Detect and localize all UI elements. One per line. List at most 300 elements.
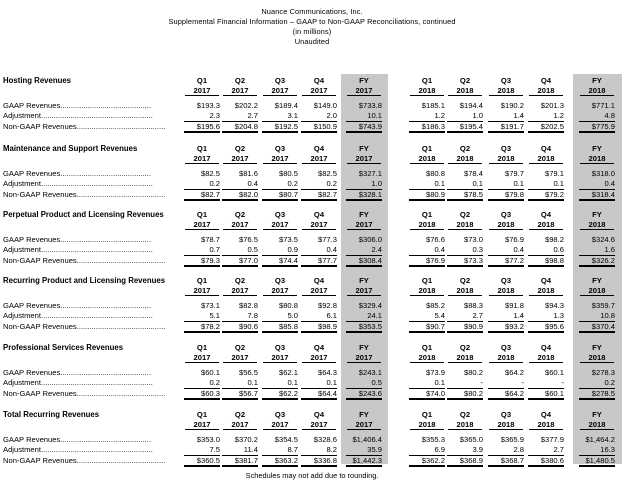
table-cell: $79.2 xyxy=(544,190,564,199)
table-cell: $80.5 xyxy=(278,169,298,178)
table-cell: 0.5 xyxy=(247,245,258,254)
column-header-year: 2017 xyxy=(185,154,219,164)
table-cell: $60.3 xyxy=(200,389,220,398)
column-header-year: 2017 xyxy=(185,353,219,363)
total-double-rule xyxy=(346,190,382,201)
section-title: Perpetual Product and Licensing Revenues xyxy=(3,210,164,219)
table-cell: $76.6 xyxy=(425,235,445,244)
column-header-period: Q4 xyxy=(540,276,552,285)
table-cell: - xyxy=(561,378,564,387)
table-cell: 7.8 xyxy=(247,311,258,320)
column-header-period: Q4 xyxy=(540,410,552,419)
column-header-year: 2018 xyxy=(529,420,563,430)
subtotal-rule xyxy=(579,378,615,389)
total-double-rule xyxy=(346,322,382,333)
column-header-period: FY xyxy=(359,410,369,419)
total-double-rule xyxy=(301,122,337,133)
table-cell: $308.4 xyxy=(358,256,382,265)
subtotal-rule xyxy=(488,111,524,122)
table-cell: $80.2 xyxy=(463,368,483,377)
total-double-rule xyxy=(447,456,483,467)
subtotal-rule xyxy=(528,311,564,322)
table-cell: $189.4 xyxy=(274,101,298,110)
table-cell: $64.4 xyxy=(317,389,337,398)
table-cell: 0.4 xyxy=(326,245,337,254)
table-cell: $190.2 xyxy=(500,101,524,110)
column-header-period: Q2 xyxy=(459,276,471,285)
column-header-year: 2018 xyxy=(410,286,444,296)
table-cell: $62.2 xyxy=(278,389,298,398)
column-header-period: Q2 xyxy=(459,76,471,85)
total-double-rule xyxy=(447,322,483,333)
table-cell: 1.4 xyxy=(513,111,524,120)
subtotal-rule xyxy=(184,245,220,256)
total-double-rule xyxy=(184,389,220,400)
table-cell: $64.2 xyxy=(504,389,524,398)
subtotal-rule xyxy=(262,378,298,389)
table-cell: $326.2 xyxy=(591,256,615,265)
subtotal-rule xyxy=(409,445,445,456)
table-cell: 6.9 xyxy=(434,445,445,454)
subtotal-rule xyxy=(346,445,382,456)
table-cell: $365.0 xyxy=(459,435,483,444)
table-cell: $318.4 xyxy=(591,190,615,199)
row-label: Non-GAAP Revenues.......................................... xyxy=(3,190,166,199)
table-cell: 5.0 xyxy=(287,311,298,320)
table-cell: $85.8 xyxy=(278,322,298,331)
total-double-rule xyxy=(301,322,337,333)
column-header-period: Q4 xyxy=(313,410,325,419)
row-label: Non-GAAP Revenues.......................................... xyxy=(3,322,166,331)
column-header-year: 2017 xyxy=(263,420,297,430)
table-cell: 1.0 xyxy=(371,179,382,188)
table-cell: $78.7 xyxy=(200,235,220,244)
table-cell: 0.4 xyxy=(604,179,615,188)
column-header-year: 2017 xyxy=(185,86,219,96)
table-cell: $80.7 xyxy=(278,190,298,199)
table-cell: 2.4 xyxy=(371,245,382,254)
table-section xyxy=(0,341,624,407)
subtotal-rule xyxy=(447,179,483,190)
subtotal-rule xyxy=(528,445,564,456)
table-cell: 2.0 xyxy=(326,111,337,120)
table-cell: $362.2 xyxy=(421,456,445,465)
table-cell: $81.6 xyxy=(238,169,258,178)
column-header-period: Q2 xyxy=(234,343,246,352)
table-cell: $90.7 xyxy=(425,322,445,331)
column-header-period: Q4 xyxy=(313,144,325,153)
table-cell: 2.8 xyxy=(513,445,524,454)
column-header-period: Q3 xyxy=(500,76,512,85)
table-cell: 2.7 xyxy=(247,111,258,120)
table-cell: $82.0 xyxy=(238,190,258,199)
column-header-year: 2017 xyxy=(263,154,297,164)
column-header-year: 2017 xyxy=(347,86,381,96)
table-cell: $82.8 xyxy=(238,301,258,310)
table-cell: 1.2 xyxy=(434,111,445,120)
total-double-rule xyxy=(579,322,615,333)
column-header-year: 2018 xyxy=(448,154,482,164)
total-double-rule xyxy=(222,122,258,133)
total-double-rule xyxy=(528,322,564,333)
table-cell: 0.1 xyxy=(247,378,258,387)
table-cell: $73.5 xyxy=(278,235,298,244)
table-cell: $76.9 xyxy=(425,256,445,265)
column-header-year: 2018 xyxy=(489,286,523,296)
table-cell: $368.7 xyxy=(500,456,524,465)
subtotal-rule xyxy=(301,111,337,122)
column-header-period: Q3 xyxy=(274,276,286,285)
column-header-year: 2018 xyxy=(580,420,614,430)
table-cell: 16.3 xyxy=(600,445,615,454)
table-section xyxy=(0,74,624,140)
total-double-rule xyxy=(222,322,258,333)
column-header-period: Q1 xyxy=(196,276,208,285)
table-cell: $193.3 xyxy=(196,101,220,110)
column-header-period: Q2 xyxy=(234,210,246,219)
table-cell: $355.3 xyxy=(421,435,445,444)
table-cell: $60.1 xyxy=(200,368,220,377)
column-header-year: 2018 xyxy=(410,220,444,230)
subtotal-rule xyxy=(447,245,483,256)
subtotal-rule xyxy=(488,311,524,322)
column-header-year: 2017 xyxy=(185,286,219,296)
total-double-rule xyxy=(184,322,220,333)
column-header-year: 2017 xyxy=(223,286,257,296)
rounding-note: Schedules may not add due to rounding. xyxy=(245,471,379,480)
total-double-rule xyxy=(528,389,564,400)
column-header-year: 2018 xyxy=(489,86,523,96)
row-label: GAAP Revenues........................................... xyxy=(3,368,151,377)
table-cell: 0.1 xyxy=(513,179,524,188)
column-header-year: 2017 xyxy=(302,420,336,430)
table-cell: $76.5 xyxy=(238,235,258,244)
table-cell: 2.7 xyxy=(553,445,564,454)
subtotal-rule xyxy=(447,445,483,456)
subtotal-rule xyxy=(346,245,382,256)
column-header-year: 2017 xyxy=(223,420,257,430)
table-cell: $82.7 xyxy=(200,190,220,199)
table-cell: $77.7 xyxy=(317,256,337,265)
table-cell: $150.9 xyxy=(313,122,337,131)
row-label: Adjustment..................................................... xyxy=(3,179,153,188)
table-cell: 1.3 xyxy=(553,311,564,320)
table-cell: $60.1 xyxy=(544,368,564,377)
table-cell: 24.1 xyxy=(367,311,382,320)
subtotal-rule xyxy=(346,378,382,389)
table-cell: $98.2 xyxy=(544,235,564,244)
table-cell: $195.4 xyxy=(459,122,483,131)
table-cell: $278.3 xyxy=(591,368,615,377)
table-cell: $775.9 xyxy=(591,122,615,131)
row-label: Non-GAAP Revenues.......................................... xyxy=(3,256,166,265)
table-cell: 2.7 xyxy=(472,311,483,320)
subtotal-rule xyxy=(579,245,615,256)
subtotal-rule xyxy=(262,445,298,456)
section-title: Maintenance and Support Revenues xyxy=(3,144,138,153)
column-header-period: Q3 xyxy=(274,410,286,419)
table-cell: $243.6 xyxy=(358,389,382,398)
section-title: Hosting Revenues xyxy=(3,76,72,85)
table-cell: 10.8 xyxy=(600,311,615,320)
column-header-period: FY xyxy=(592,410,602,419)
table-cell: $77.0 xyxy=(238,256,258,265)
column-header-period: Q1 xyxy=(421,410,433,419)
table-cell: $78.5 xyxy=(463,190,483,199)
table-cell: 1.4 xyxy=(513,311,524,320)
total-double-rule xyxy=(222,256,258,267)
total-double-rule xyxy=(488,389,524,400)
column-header-year: 2018 xyxy=(529,286,563,296)
column-header-period: Q1 xyxy=(421,343,433,352)
table-cell: $80.2 xyxy=(463,389,483,398)
table-cell: 35.9 xyxy=(367,445,382,454)
table-section xyxy=(0,274,624,340)
table-cell: $56.7 xyxy=(238,389,258,398)
table-cell: - xyxy=(521,378,524,387)
subtotal-rule xyxy=(528,179,564,190)
table-cell: $743.9 xyxy=(358,122,382,131)
column-header-year: 2018 xyxy=(580,220,614,230)
table-cell: 0.3 xyxy=(472,245,483,254)
table-cell: 4.8 xyxy=(604,111,615,120)
subtotal-rule xyxy=(447,111,483,122)
column-header-period: Q3 xyxy=(500,210,512,219)
column-header-period: Q3 xyxy=(500,144,512,153)
row-label: Adjustment..................................................... xyxy=(3,245,153,254)
subtotal-rule xyxy=(301,179,337,190)
total-double-rule xyxy=(346,389,382,400)
total-double-rule xyxy=(488,122,524,133)
subtotal-rule xyxy=(528,378,564,389)
column-header-period: Q4 xyxy=(540,210,552,219)
total-double-rule xyxy=(346,456,382,467)
column-header-period: FY xyxy=(359,210,369,219)
row-label: Adjustment..................................................... xyxy=(3,445,153,454)
total-double-rule xyxy=(447,122,483,133)
column-header-period: Q2 xyxy=(234,144,246,153)
subtotal-rule xyxy=(184,445,220,456)
table-cell: 5.1 xyxy=(209,311,220,320)
total-double-rule xyxy=(409,256,445,267)
column-header-year: 2018 xyxy=(580,154,614,164)
subtotal-rule xyxy=(222,445,258,456)
table-cell: $201.3 xyxy=(540,101,564,110)
total-double-rule xyxy=(488,456,524,467)
column-header-year: 2017 xyxy=(302,286,336,296)
column-header-year: 2018 xyxy=(529,86,563,96)
table-cell: 0.2 xyxy=(209,378,220,387)
subtotal-rule xyxy=(262,179,298,190)
section-title: Recurring Product and Licensing Revenues xyxy=(3,276,166,285)
total-double-rule xyxy=(346,122,382,133)
subtotal-rule xyxy=(528,111,564,122)
report-subtitle: Supplemental Financial Information – GAAP to Non-GAAP Reconciliations, continued xyxy=(168,17,456,26)
table-cell: 0.1 xyxy=(326,378,337,387)
column-header-year: 2017 xyxy=(185,420,219,430)
column-header-period: FY xyxy=(592,210,602,219)
column-header-year: 2018 xyxy=(410,353,444,363)
table-cell: $185.1 xyxy=(421,101,445,110)
table-cell: $370.2 xyxy=(234,435,258,444)
column-header-period: Q1 xyxy=(196,410,208,419)
table-cell: 10.1 xyxy=(367,111,382,120)
column-header-period: Q4 xyxy=(313,276,325,285)
table-cell: 3.9 xyxy=(472,445,483,454)
table-section xyxy=(0,142,624,208)
total-double-rule xyxy=(301,256,337,267)
subtotal-rule xyxy=(346,179,382,190)
table-cell: $380.6 xyxy=(540,456,564,465)
column-header-year: 2018 xyxy=(410,420,444,430)
total-double-rule xyxy=(262,456,298,467)
total-double-rule xyxy=(579,122,615,133)
section-title: Professional Services Revenues xyxy=(3,343,124,352)
column-header-period: FY xyxy=(592,76,602,85)
total-double-rule xyxy=(184,190,220,201)
table-cell: $80.8 xyxy=(425,169,445,178)
table-cell: $92.8 xyxy=(317,301,337,310)
table-cell: $278.5 xyxy=(591,389,615,398)
table-cell: $73.0 xyxy=(463,235,483,244)
column-header-year: 2018 xyxy=(529,154,563,164)
table-cell: $733.8 xyxy=(358,101,382,110)
subtotal-rule xyxy=(184,378,220,389)
column-header-period: Q2 xyxy=(234,410,246,419)
table-cell: $194.4 xyxy=(459,101,483,110)
table-cell: $62.1 xyxy=(278,368,298,377)
table-cell: $1,406.4 xyxy=(352,435,382,444)
column-header-year: 2017 xyxy=(302,353,336,363)
table-cell: 0.1 xyxy=(553,179,564,188)
column-header-period: FY xyxy=(359,343,369,352)
table-cell: $64.2 xyxy=(504,368,524,377)
column-header-period: FY xyxy=(359,144,369,153)
subtotal-rule xyxy=(579,179,615,190)
total-double-rule xyxy=(409,456,445,467)
table-cell: 0.7 xyxy=(209,245,220,254)
row-label: Adjustment..................................................... xyxy=(3,111,153,120)
column-header-period: Q3 xyxy=(500,343,512,352)
subtotal-rule xyxy=(447,311,483,322)
column-header-period: Q1 xyxy=(196,144,208,153)
table-cell: $93.2 xyxy=(504,322,524,331)
column-header-year: 2018 xyxy=(410,86,444,96)
subtotal-rule xyxy=(528,245,564,256)
column-header-year: 2018 xyxy=(529,353,563,363)
row-label: Non-GAAP Revenues.......................................... xyxy=(3,122,166,131)
column-header-year: 2017 xyxy=(223,86,257,96)
table-cell: $74.4 xyxy=(278,256,298,265)
column-header-year: 2018 xyxy=(580,353,614,363)
subtotal-rule xyxy=(222,378,258,389)
table-cell: 0.1 xyxy=(287,378,298,387)
table-cell: $192.5 xyxy=(274,122,298,131)
column-header-period: Q2 xyxy=(459,410,471,419)
total-double-rule xyxy=(488,322,524,333)
subtotal-rule xyxy=(409,111,445,122)
table-cell: $1,442.3 xyxy=(352,456,382,465)
table-cell: $80.9 xyxy=(425,190,445,199)
subtotal-rule xyxy=(301,445,337,456)
table-cell: 8.2 xyxy=(326,445,337,454)
column-header-period: Q1 xyxy=(196,76,208,85)
table-cell: $329.4 xyxy=(358,301,382,310)
total-double-rule xyxy=(301,190,337,201)
subtotal-rule xyxy=(222,245,258,256)
table-cell: 0.2 xyxy=(326,179,337,188)
row-label: GAAP Revenues........................................... xyxy=(3,169,151,178)
total-double-rule xyxy=(262,122,298,133)
total-double-rule xyxy=(346,256,382,267)
total-double-rule xyxy=(579,256,615,267)
table-cell: $56.5 xyxy=(238,368,258,377)
table-cell: $73.3 xyxy=(463,256,483,265)
table-cell: - xyxy=(480,378,483,387)
column-header-year: 2018 xyxy=(410,154,444,164)
column-header-year: 2018 xyxy=(448,220,482,230)
column-header-period: Q3 xyxy=(274,144,286,153)
column-header-year: 2017 xyxy=(263,220,297,230)
row-label: GAAP Revenues........................................... xyxy=(3,301,151,310)
column-header-period: Q4 xyxy=(540,343,552,352)
table-cell: $354.5 xyxy=(274,435,298,444)
row-label: Adjustment..................................................... xyxy=(3,311,153,320)
column-header-year: 2017 xyxy=(223,353,257,363)
column-header-period: Q4 xyxy=(313,343,325,352)
table-cell: $60.1 xyxy=(544,389,564,398)
table-cell: $85.2 xyxy=(425,301,445,310)
table-cell: $771.1 xyxy=(591,101,615,110)
table-cell: $363.2 xyxy=(274,456,298,465)
table-cell: 11.4 xyxy=(243,445,258,454)
table-cell: $149.0 xyxy=(313,101,337,110)
column-header-year: 2017 xyxy=(347,286,381,296)
table-cell: 2.3 xyxy=(209,111,220,120)
subtotal-rule xyxy=(301,245,337,256)
column-header-year: 2017 xyxy=(223,220,257,230)
total-double-rule xyxy=(409,122,445,133)
table-cell: $98.8 xyxy=(544,256,564,265)
table-cell: $368.9 xyxy=(459,456,483,465)
units-note: (in millions) xyxy=(292,27,332,36)
table-cell: $76.9 xyxy=(504,235,524,244)
total-double-rule xyxy=(184,122,220,133)
table-cell: $360.5 xyxy=(196,456,220,465)
subtotal-rule xyxy=(409,245,445,256)
table-cell: $79.8 xyxy=(504,190,524,199)
table-cell: $82.5 xyxy=(200,169,220,178)
row-label: GAAP Revenues........................................... xyxy=(3,235,151,244)
table-cell: 3.1 xyxy=(287,111,298,120)
column-header-year: 2017 xyxy=(347,420,381,430)
subtotal-rule xyxy=(447,378,483,389)
row-label: GAAP Revenues........................................... xyxy=(3,101,151,110)
subtotal-rule xyxy=(346,311,382,322)
table-cell: $365.9 xyxy=(500,435,524,444)
subtotal-rule xyxy=(301,378,337,389)
table-cell: $243.1 xyxy=(358,368,382,377)
column-header-year: 2017 xyxy=(263,86,297,96)
total-double-rule xyxy=(528,456,564,467)
column-header-year: 2017 xyxy=(347,220,381,230)
table-cell: $78.4 xyxy=(463,169,483,178)
table-cell: $202.5 xyxy=(540,122,564,131)
column-header-period: Q2 xyxy=(459,144,471,153)
table-cell: $191.7 xyxy=(500,122,524,131)
subtotal-rule xyxy=(184,179,220,190)
subtotal-rule xyxy=(262,245,298,256)
